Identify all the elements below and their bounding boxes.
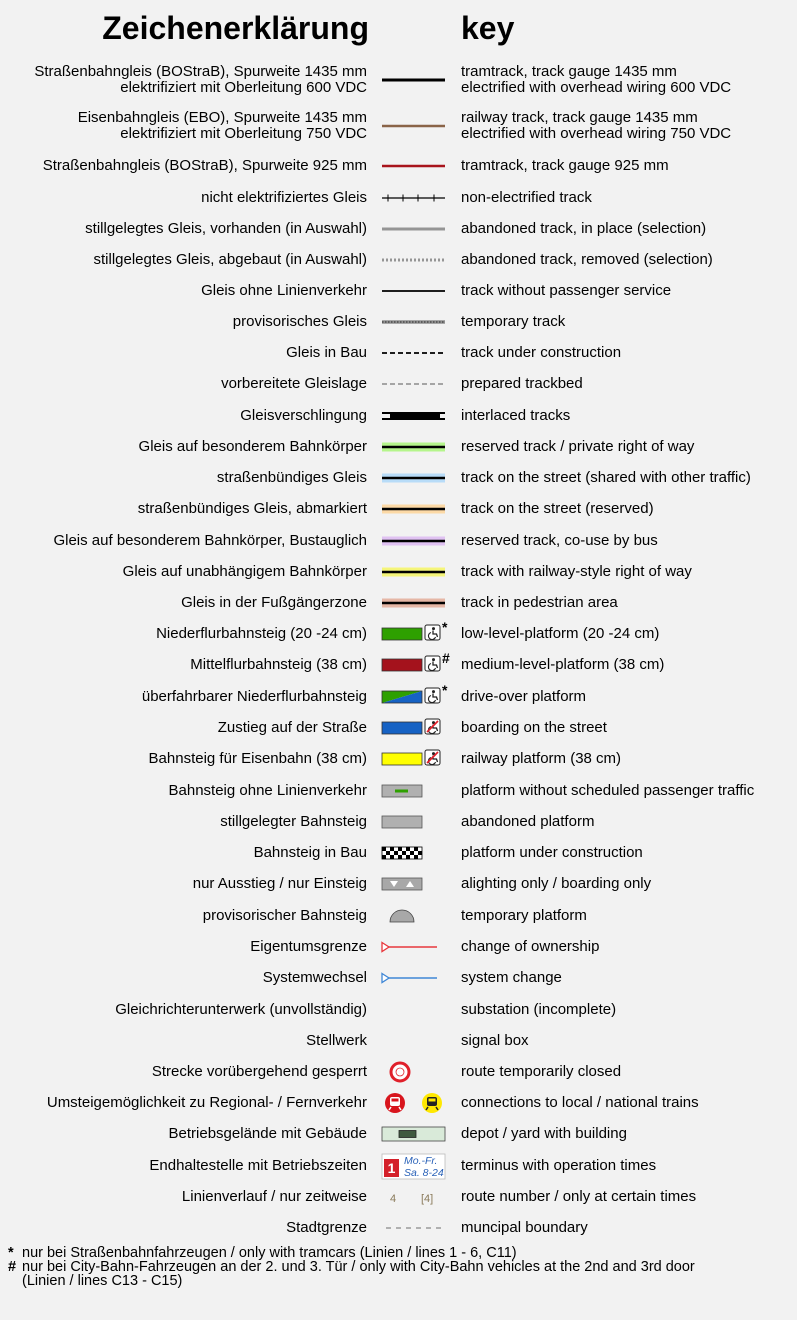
legend-label-english-line: non-electrified track bbox=[461, 189, 592, 206]
legend-label-german bbox=[156, 626, 367, 642]
legend-label-german-line: Gleis auf unabhängigem Bahnkörper bbox=[122, 563, 367, 580]
footnote-mark: * bbox=[8, 1245, 14, 1261]
legend-title-english: key bbox=[461, 10, 515, 46]
legend-label-german-line: Stellwerk bbox=[306, 1032, 367, 1049]
legend-label-english-line: railway platform (38 cm) bbox=[461, 750, 622, 767]
legend-label-german-line: Bahnsteig in Bau bbox=[253, 844, 367, 861]
svg-text:Sa. 8-24: Sa. 8-24 bbox=[404, 1167, 444, 1179]
legend-label-english-line: platform under construction bbox=[461, 844, 643, 861]
legend-symbol-interlaced bbox=[376, 401, 458, 431]
legend-label-english-line: railway track, track gauge 1435 mm bbox=[461, 109, 698, 126]
legend-label-english bbox=[461, 845, 643, 861]
legend-symbol-platform-arrows bbox=[376, 869, 458, 899]
legend-label-german-line: nur Ausstieg / nur Einsteig bbox=[192, 875, 367, 892]
legend-symbol-line-darkred bbox=[376, 151, 458, 181]
legend-label-german-line: Zustieg auf der Straße bbox=[217, 719, 367, 736]
legend-label-english bbox=[461, 283, 671, 299]
legend-label-german-line: Systemwechsel bbox=[262, 969, 367, 986]
legend-label-english bbox=[461, 1220, 588, 1236]
legend-label-german bbox=[286, 345, 367, 361]
legend-label-german bbox=[123, 564, 367, 580]
svg-text:#: # bbox=[442, 650, 450, 666]
legend-label-german bbox=[181, 595, 367, 611]
legend-label-english bbox=[461, 814, 594, 830]
footnote-mark: # bbox=[8, 1259, 17, 1275]
legend-label-german-line: Endhaltestelle mit Betriebszeiten bbox=[149, 1157, 367, 1174]
legend-symbol-route-number bbox=[376, 1182, 458, 1212]
legend-label-english-line: terminus with operation times bbox=[461, 1157, 657, 1174]
legend-symbol-line-gray-dotted bbox=[376, 245, 458, 275]
legend-label-german bbox=[152, 1064, 367, 1080]
legend-label-german bbox=[47, 1095, 367, 1111]
legend-label-english-line: route temporarily closed bbox=[461, 1063, 622, 1080]
legend-symbol-closed bbox=[376, 1057, 458, 1087]
legend-label-english-line: track under construction bbox=[461, 344, 622, 361]
legend-symbol-boundary bbox=[376, 1213, 458, 1243]
legend-symbol-line-provisional bbox=[376, 307, 458, 337]
footnote bbox=[8, 1246, 695, 1260]
legend-label-english-line: track without passenger service bbox=[461, 282, 672, 299]
legend-symbol-halo bbox=[376, 557, 458, 587]
legend-label-german-line: Umsteigemöglichkeit zu Regional- / Fernverkehr bbox=[46, 1094, 367, 1111]
legend-label-english-line: system change bbox=[461, 969, 562, 986]
legend-label-german-line: Gleis in der Fußgängerzone bbox=[181, 594, 367, 611]
legend-label-german-line: Straßenbahngleis (BOStraB), Spurweite 925 mm bbox=[42, 157, 367, 174]
legend-label-english bbox=[461, 221, 706, 237]
legend-label-german-line: straßenbündiges Gleis bbox=[216, 469, 367, 486]
legend-label-german bbox=[115, 1002, 367, 1018]
legend-symbol-line-brown bbox=[376, 111, 458, 141]
legend-label-german-line: Strecke vorübergehend gesperrt bbox=[151, 1063, 367, 1080]
legend-label-english bbox=[461, 689, 586, 705]
svg-text:4: 4 bbox=[390, 1193, 397, 1205]
legend-label-german bbox=[138, 501, 367, 517]
legend-label-german bbox=[142, 689, 367, 705]
legend-label-english bbox=[461, 376, 583, 392]
legend-label-english-line: abandoned track, removed (selection) bbox=[461, 251, 713, 268]
legend-label-english-line: boarding on the street bbox=[461, 719, 607, 736]
legend-label-german bbox=[94, 252, 368, 268]
legend-label-english-line: track on the street (shared with other traffic) bbox=[461, 469, 751, 486]
legend-label-german-line: überfahrbarer Niederflurbahnsteig bbox=[141, 688, 367, 705]
legend-symbol-none bbox=[376, 1026, 458, 1056]
legend-label-german-line: stillgelegter Bahnsteig bbox=[220, 813, 367, 830]
legend-label-english bbox=[461, 190, 592, 206]
legend-label-german bbox=[263, 970, 367, 986]
legend-label-english bbox=[461, 345, 621, 361]
legend-label-german-line: Gleis ohne Linienverkehr bbox=[201, 282, 367, 299]
legend-label-german bbox=[233, 314, 367, 330]
legend-label-english bbox=[461, 470, 751, 486]
legend-label-german-line: Niederflurbahnsteig (20 -24 cm) bbox=[156, 625, 367, 642]
svg-text:Mo.-Fr.: Mo.-Fr. bbox=[404, 1155, 438, 1167]
legend-symbol-platform-noservice bbox=[376, 776, 458, 806]
legend-label-german bbox=[78, 110, 367, 142]
legend-label-english bbox=[461, 970, 562, 986]
legend-symbol-platform bbox=[376, 650, 458, 680]
legend-label-german bbox=[169, 783, 367, 799]
legend-label-german-line: Linienverlauf / nur zeitweise bbox=[181, 1188, 367, 1205]
legend-label-english-line: reserved track, co-use by bus bbox=[461, 532, 658, 549]
legend-label-german bbox=[240, 408, 367, 424]
legend-label-english-line: substation (incomplete) bbox=[461, 1001, 617, 1018]
legend-symbol-platform bbox=[376, 744, 458, 774]
legend-label-english-line: prepared trackbed bbox=[461, 375, 583, 392]
legend-label-english-line: tramtrack, track gauge 1435 mm bbox=[461, 63, 677, 80]
legend-label-german bbox=[201, 283, 367, 299]
legend-symbol-terminus bbox=[376, 1151, 458, 1181]
legend-label-german-line: elektrifiziert mit Oberleitung 750 VDC bbox=[120, 125, 367, 142]
legend-label-english-line: track with railway-style right of way bbox=[461, 563, 692, 580]
legend-symbol-line-black bbox=[376, 65, 458, 95]
legend-label-german bbox=[139, 439, 367, 455]
legend-label-german bbox=[169, 1126, 367, 1142]
legend-label-german bbox=[203, 908, 367, 924]
footnote bbox=[8, 1260, 695, 1288]
legend-label-german bbox=[201, 190, 367, 206]
legend-label-english-line: drive-over platform bbox=[461, 688, 587, 705]
legend-symbol-platform-split bbox=[376, 682, 458, 712]
legend-label-german bbox=[250, 939, 367, 955]
legend-label-english-line: tramtrack, track gauge 925 mm bbox=[461, 157, 669, 174]
legend-symbol-half-circle bbox=[376, 901, 458, 931]
legend-symbol-line-dashed-black bbox=[376, 338, 458, 368]
legend-label-english-line: change of ownership bbox=[461, 938, 600, 955]
legend-symbol-connections bbox=[376, 1088, 458, 1118]
legend-label-german-line: Eigentumsgrenze bbox=[250, 938, 367, 955]
legend-label-german bbox=[286, 1220, 367, 1236]
legend-symbol-platform-gray bbox=[376, 807, 458, 837]
legend-label-german-line: Straßenbahngleis (BOStraB), Spurweite 1435 mm bbox=[34, 63, 367, 80]
legend-label-german-line: Eisenbahngleis (EBO), Spurweite 1435 mm bbox=[77, 109, 367, 126]
legend-label-english-line: abandoned platform bbox=[461, 813, 595, 830]
legend-label-english bbox=[461, 908, 587, 924]
legend-label-german-line: stillgelegtes Gleis, abgebaut (in Auswahl) bbox=[93, 251, 367, 268]
legend-label-german-line: vorbereitete Gleislage bbox=[221, 375, 367, 392]
footnotes bbox=[8, 1246, 695, 1288]
legend-title-german: Zeichenerklärung bbox=[102, 10, 369, 46]
svg-text:*: * bbox=[442, 682, 448, 698]
footnote-text: (Linien / lines C13 - C15) bbox=[22, 1273, 183, 1289]
legend-label-english bbox=[461, 1189, 696, 1205]
legend-label-english-line: reserved track / private right of way bbox=[461, 438, 695, 455]
legend-label-english bbox=[461, 657, 664, 673]
legend-label-english bbox=[461, 158, 669, 174]
legend-label-english-line: connections to local / national trains bbox=[461, 1094, 699, 1111]
legend-label-english bbox=[461, 783, 754, 799]
legend-label-english-line: alighting only / boarding only bbox=[461, 875, 652, 892]
legend-label-english-line: interlaced tracks bbox=[461, 407, 571, 424]
legend-symbol-halo bbox=[376, 463, 458, 493]
legend-label-english-line: route number / only at certain times bbox=[461, 1188, 697, 1205]
legend-label-english-line: signal box bbox=[461, 1032, 529, 1049]
svg-text:[4]: [4] bbox=[421, 1193, 434, 1205]
legend-label-german-line: Gleis auf besonderem Bahnkörper bbox=[138, 438, 367, 455]
legend-label-german bbox=[217, 470, 367, 486]
legend-label-english bbox=[461, 720, 607, 736]
legend-label-english-line: low-level-platform (20 -24 cm) bbox=[461, 625, 660, 642]
legend-label-english bbox=[461, 408, 570, 424]
legend-label-german bbox=[193, 876, 367, 892]
legend-symbol-depot bbox=[376, 1119, 458, 1149]
legend-symbol-halo bbox=[376, 432, 458, 462]
legend-label-english bbox=[461, 1033, 529, 1049]
legend-label-german-line: Bahnsteig ohne Linienverkehr bbox=[168, 782, 367, 799]
legend-label-english-line: depot / yard with building bbox=[461, 1125, 627, 1142]
legend-symbol-platform bbox=[376, 619, 458, 649]
legend-label-german-line: Gleisverschlingung bbox=[240, 407, 367, 424]
legend-label-english bbox=[461, 876, 651, 892]
legend-label-german-line: stillgelegtes Gleis, vorhanden (in Auswahl) bbox=[85, 220, 367, 237]
legend-label-english-line: platform without scheduled passenger traffic bbox=[461, 782, 755, 799]
legend-label-english bbox=[461, 110, 731, 142]
legend-symbol-none bbox=[376, 995, 458, 1025]
legend-label-german-line: elektrifiziert mit Oberleitung 600 VDC bbox=[120, 79, 367, 96]
svg-text:*: * bbox=[442, 619, 448, 635]
legend-label-german bbox=[190, 657, 367, 673]
svg-text:1: 1 bbox=[387, 1160, 396, 1176]
legend-label-german bbox=[220, 814, 367, 830]
legend-label-german-line: Stadtgrenze bbox=[286, 1219, 367, 1236]
footnote-text: nur bei Straßenbahnfahrzeugen / only with tramcars (Linien / lines 1 - 6, C11) bbox=[22, 1245, 517, 1261]
legend-label-german bbox=[218, 720, 367, 736]
legend-symbol-ownership bbox=[376, 963, 458, 993]
legend-symbol-platform bbox=[376, 713, 458, 743]
legend-label-english bbox=[461, 626, 659, 642]
legend-label-german-line: provisorischer Bahnsteig bbox=[202, 907, 367, 924]
legend-label-english bbox=[461, 64, 731, 96]
legend-label-english bbox=[461, 1095, 699, 1111]
footnote-text: nur bei City-Bahn-Fahrzeugen an der 2. und 3. Tür / only with City-Bahn vehicles at the 2nd and 3rd door bbox=[22, 1259, 695, 1275]
legend-label-english-line: muncipal boundary bbox=[461, 1219, 588, 1236]
legend-label-english bbox=[461, 501, 654, 517]
legend-label-english-line: electrified with overhead wiring 750 VDC bbox=[461, 125, 732, 142]
legend-label-english bbox=[461, 533, 658, 549]
legend-symbol-halo bbox=[376, 526, 458, 556]
legend-label-german bbox=[34, 64, 367, 96]
legend-label-german-line: straßenbündiges Gleis, abmarkiert bbox=[137, 500, 367, 517]
legend-label-english bbox=[461, 595, 618, 611]
legend-symbol-halo bbox=[376, 494, 458, 524]
legend-label-english bbox=[461, 439, 694, 455]
legend-label-english-line: track in pedestrian area bbox=[461, 594, 618, 611]
legend-label-english-line: track on the street (reserved) bbox=[461, 500, 654, 517]
legend-label-german-line: nicht elektrifiziertes Gleis bbox=[201, 189, 367, 206]
legend-label-english-line: abandoned track, in place (selection) bbox=[461, 220, 707, 237]
legend-label-english-line: temporary platform bbox=[461, 907, 587, 924]
legend-label-english bbox=[461, 1002, 616, 1018]
legend-label-german bbox=[43, 158, 367, 174]
legend-label-english bbox=[461, 1126, 627, 1142]
legend-symbol-line-dashed-gray bbox=[376, 369, 458, 399]
legend-symbol-platform-checker bbox=[376, 838, 458, 868]
legend-label-german-line: Gleichrichterunterwerk (unvollständig) bbox=[115, 1001, 367, 1018]
legend-label-german-line: Bahnsteig für Eisenbahn (38 cm) bbox=[148, 750, 367, 767]
legend-label-german bbox=[221, 376, 367, 392]
legend-symbol-line-gray bbox=[376, 214, 458, 244]
legend-symbol-ownership bbox=[376, 932, 458, 962]
legend-symbol-halo bbox=[376, 588, 458, 618]
legend-label-english bbox=[461, 564, 692, 580]
legend-label-english bbox=[461, 252, 713, 268]
legend-label-german bbox=[149, 1158, 367, 1174]
legend-label-german-line: provisorisches Gleis bbox=[232, 313, 367, 330]
legend-label-english bbox=[461, 1064, 621, 1080]
legend-label-english-line: medium-level-platform (38 cm) bbox=[461, 656, 665, 673]
legend-symbol-line-thin-black bbox=[376, 276, 458, 306]
legend-label-english bbox=[461, 939, 599, 955]
legend-label-german bbox=[306, 1033, 367, 1049]
legend-label-german bbox=[85, 221, 367, 237]
legend-label-german bbox=[254, 845, 367, 861]
legend-label-german-line: Gleis in Bau bbox=[286, 344, 367, 361]
legend-label-english bbox=[461, 751, 621, 767]
legend-label-german bbox=[182, 1189, 367, 1205]
legend-label-german bbox=[149, 751, 367, 767]
legend-label-english bbox=[461, 314, 565, 330]
legend-label-german-line: Gleis auf besonderem Bahnkörper, Bustauglich bbox=[53, 532, 367, 549]
legend-label-english-line: temporary track bbox=[461, 313, 566, 330]
legend-label-german-line: Mittelflurbahnsteig (38 cm) bbox=[190, 656, 367, 673]
legend-label-german bbox=[53, 533, 367, 549]
legend-label-english-line: electrified with overhead wiring 600 VDC bbox=[461, 79, 732, 96]
legend-symbol-line-ticked bbox=[376, 183, 458, 213]
legend-label-english bbox=[461, 1158, 656, 1174]
legend-label-german-line: Betriebsgelände mit Gebäude bbox=[168, 1125, 367, 1142]
